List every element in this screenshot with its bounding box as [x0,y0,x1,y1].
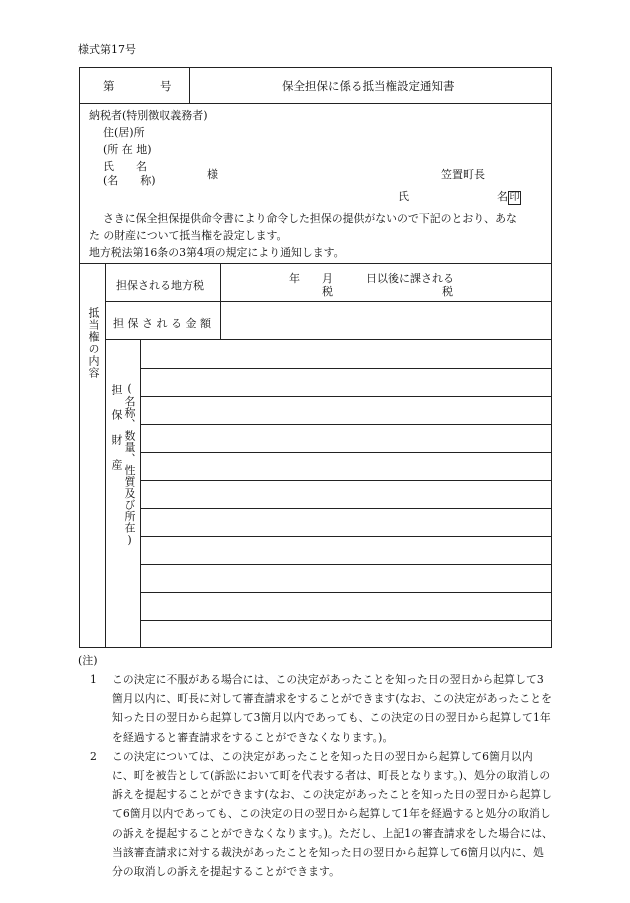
property-ruled-line [140,620,552,621]
secured-tax-value: 年 月 日以後に課される [289,272,454,285]
note-number: 1 [90,673,97,686]
secured-property-sublabel: (名称、数量、性質及び所在) [123,382,136,547]
seal-stamp: 印 [509,192,520,203]
notes-label: (注) [78,654,98,667]
section-label-divider-line [105,263,106,647]
secured-tax-label: 担保される地方税 [116,279,204,292]
document-title: 保全担保に係る抵当権設定通知書 [282,79,455,93]
mortgage-section-label: 抵当権の内容 [87,307,100,379]
frame-right-line [551,67,552,647]
body-line-3: 地方税法第16条の3第4項の規定により通知します。 [89,246,345,259]
sender-name-shi: 氏 [398,190,409,203]
note-item-1 [78,670,554,747]
name-label: 氏 名 [103,160,147,173]
location-label: (所 在 地) [103,143,152,156]
amount-row-bottom-line [105,339,552,340]
frame-left-line [79,67,80,647]
secured-tax-zei-right: 税 [442,285,453,298]
name-label-alt: (名 称) [103,174,156,187]
note-item-2 [78,747,554,881]
note-number: 2 [90,749,97,763]
taxpayer-bottom-line [79,263,552,264]
property-ruled-line [140,396,552,397]
secured-amount-label: 担 保 さ れ る 金 額 [113,317,211,330]
property-ruled-line [140,592,552,593]
notes-list [78,670,554,881]
tax-row-bottom-line [105,301,552,302]
property-ruled-line [140,452,552,453]
sender-name-mei-text: 名 [497,190,508,203]
property-ruled-line [140,508,552,509]
note-text: この決定については、この決定があったことを知った日の翌日から起算して6箇月以内に、町を被告として(訴訟において町を代表する者は、町長となります。)、処分の取消しの訴えを提起することができます(なお、この決定があったことを知った日の翌日から起算して6箇月以内であっても、この決定の日の翌日から起算して1年を経過すると処分の取消しの訴えを提起することができなくなります。)。ただし、上記1の審査請求をした場合には、当該審査請求に対する裁決があったことを知った日の翌日から起算して6箇月以内に、処分の取消しの訴えを提起することができます。 [112,749,553,879]
sender-name-mei [497,188,521,205]
header-divider-line [189,67,190,103]
property-ruled-line [140,564,552,565]
property-ruled-line [140,536,552,537]
property-ruled-line [140,480,552,481]
secured-tax-zei-left: 税 [322,285,333,298]
sender-title: 笠置町長 [441,168,485,181]
property-label-divider-line [140,339,141,647]
body-line-1: さきに保全担保提供命令書により命令した担保の提供がないので下記のとおり、あな [103,212,517,225]
body-line-2: た の財産について抵当権を設定します。 [89,229,288,242]
form-label: 様式第17号 [78,43,136,56]
label-value-divider-line [220,263,221,339]
property-ruled-line [140,368,552,369]
secured-property-label: 担保財産 [110,384,123,484]
notice-number-dai: 第 [103,79,115,93]
frame-top-line [79,67,552,68]
note-text: この決定に不服がある場合には、この決定があったことを知った日の翌日から起算して3箇月以内に、町長に対して審査請求をすることができます(なお、この決定があったことを知った日の翌日から起算して3箇月以内であっても、この決定の日の翌日から起算して1年を経過すると審査請求をすることができなくなります。)。 [112,673,553,744]
header-bottom-line [79,103,552,104]
notice-number-go: 号 [160,79,172,93]
property-ruled-line [140,424,552,425]
address-label: 住(居)所 [103,126,145,139]
frame-bottom-line [79,647,552,648]
honorific-sama: 様 [207,168,218,181]
taxpayer-heading: 納税者(特別徴収義務者) [89,109,208,122]
